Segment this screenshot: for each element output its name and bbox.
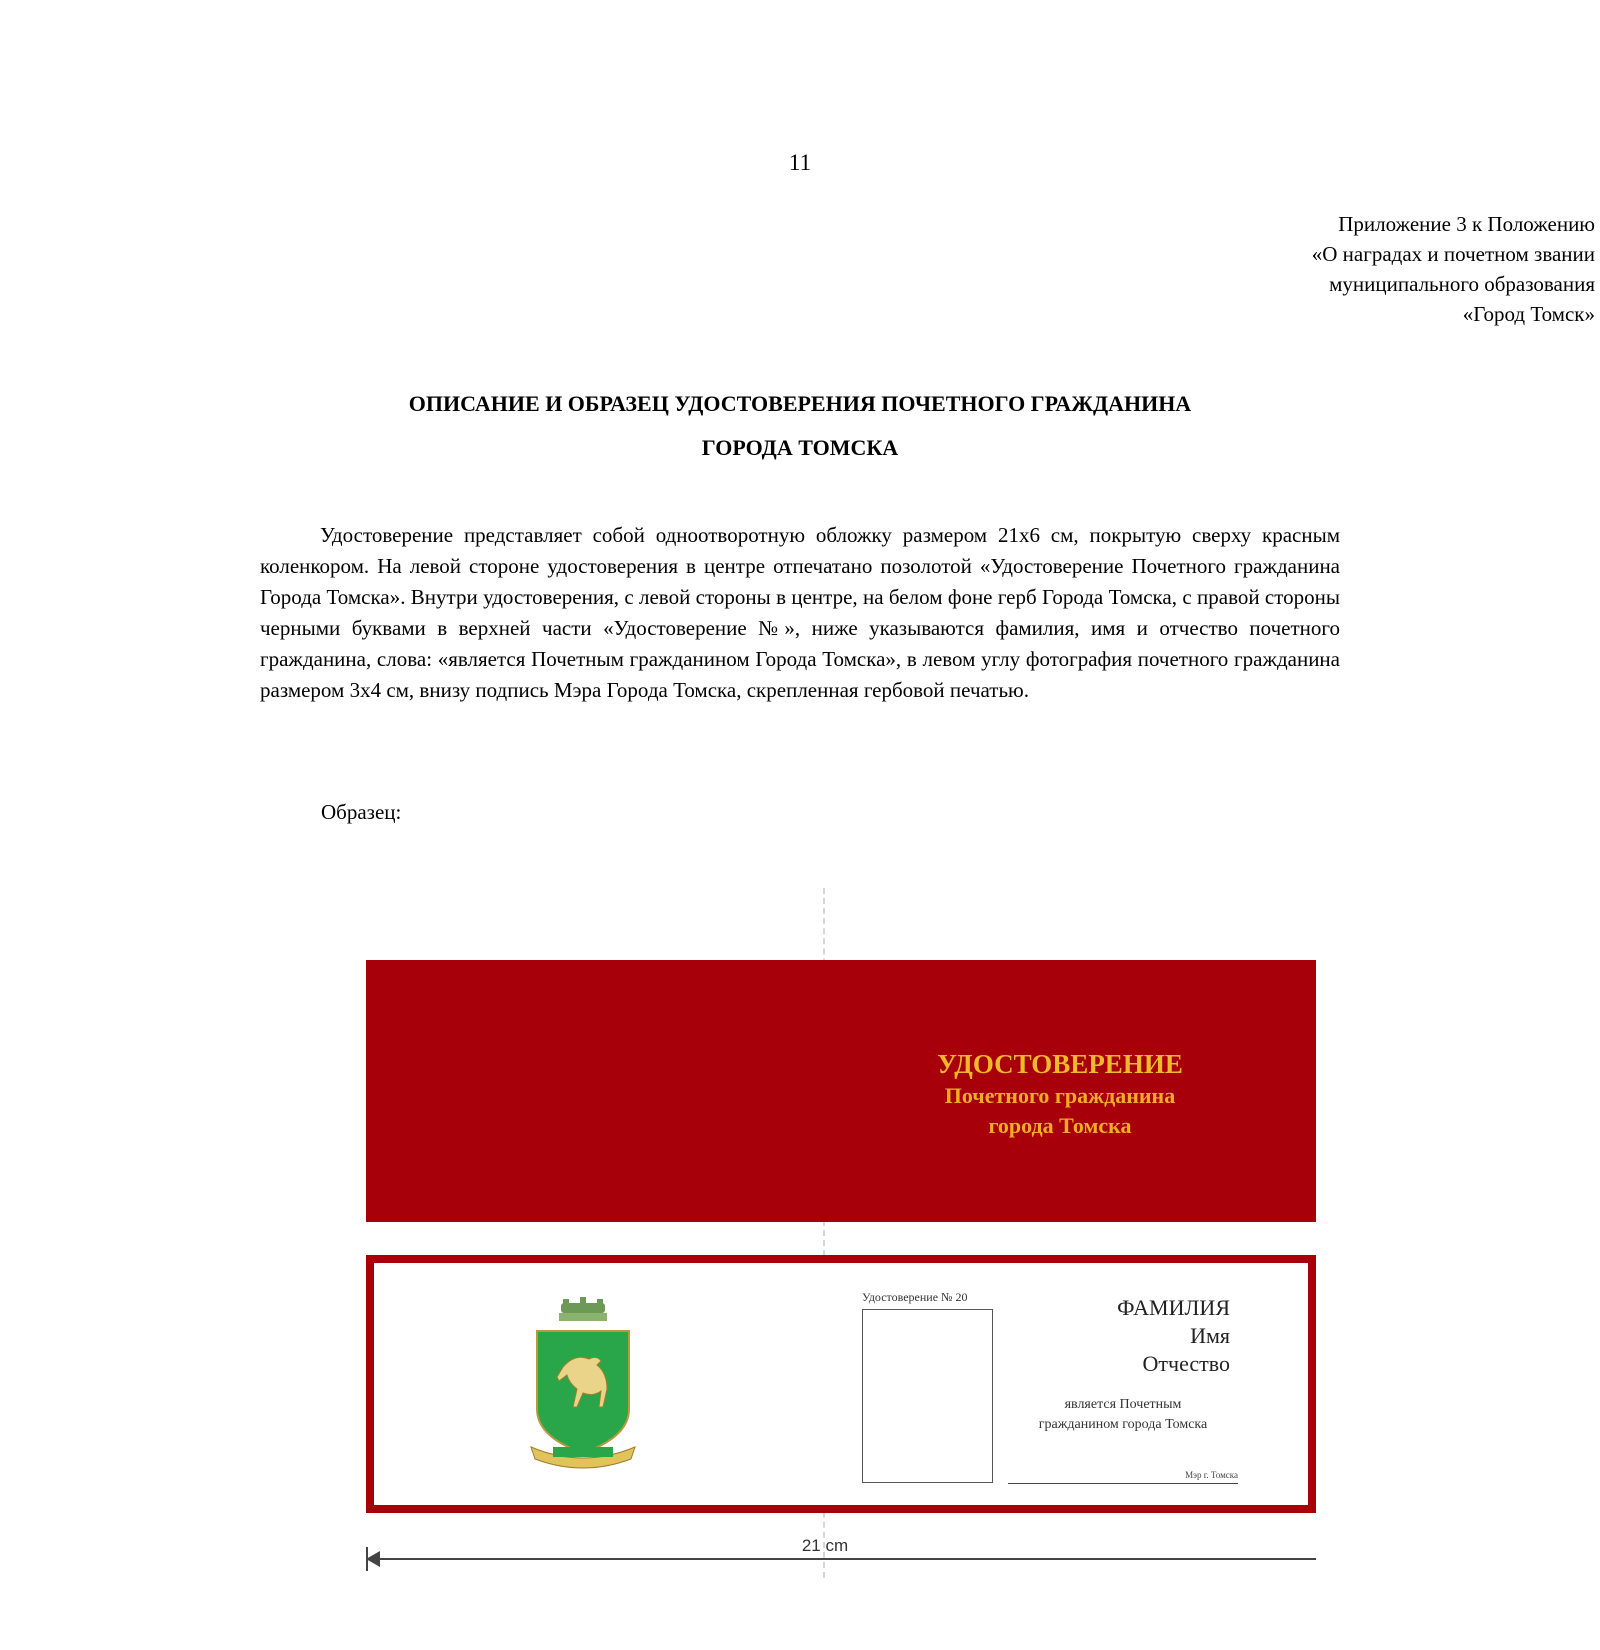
- document-title: [0, 382, 1600, 470]
- description-paragraph: Удостоверение представляет собой одноотворотную обложку размером 21х6 см, покрытую сверху красным коленкором. На левой стороне удостоверения в центре отпечатано позолотой «Удостоверение Почетного гражданина Города Томска». Внутри удостоверения, с левой стороны в центре, на белом фоне герб Города Томска, с правой стороны черными буквами в верхней части «Удостоверение №», ниже указываются фамилия, имя и отчество почетного гражданина, слова: «является Почетным гражданином Города Томска», в левом углу фотография почетного гражданина размером 3х4 см, внизу подпись Мэра Города Томска, скрепленная гербовой печатью.: [260, 523, 1340, 702]
- sample-label: Образец:: [321, 800, 402, 824]
- signature-caption: Мэр г. Томска: [1185, 1470, 1238, 1480]
- holder-name-block: [1030, 1294, 1230, 1378]
- signature-line: [1008, 1483, 1238, 1484]
- dimension-label: 21 cm: [801, 1536, 849, 1555]
- honor-statement: [1008, 1395, 1238, 1435]
- appendix-line: «О наградах и почетном звании: [1311, 242, 1595, 266]
- cover-subtitle: Почетного гражданина: [944, 1083, 1176, 1108]
- cover-text: [860, 1047, 1260, 1141]
- title-line-2: ГОРОДА ТОМСКА: [701, 435, 899, 460]
- dimension-line: [366, 1558, 1316, 1560]
- photo-placeholder: [862, 1309, 993, 1483]
- appendix-reference: [955, 209, 1595, 329]
- crown-icon: [559, 1297, 607, 1321]
- appendix-line: «Город Томск»: [1462, 302, 1595, 326]
- cover-title: УДОСТОВЕРЕНИЕ: [937, 1049, 1183, 1079]
- cover-city: города Томска: [988, 1113, 1132, 1138]
- tomsk-coat-of-arms-icon: [523, 1297, 643, 1471]
- description-text: [260, 520, 1340, 706]
- title-line-1: ОПИСАНИЕ И ОБРАЗЕЦ УДОСТОВЕРЕНИЯ ПОЧЕТНОГО ГРАЖДАНИНА: [408, 391, 1192, 416]
- appendix-line: Приложение 3 к Положению: [1338, 212, 1595, 236]
- holder-patronymic: Отчество: [1142, 1351, 1230, 1376]
- page-number: 11: [788, 150, 812, 175]
- honor-line-2: гражданином города Томска: [1038, 1417, 1208, 1432]
- certificate-number: Удостоверение № 20: [862, 1290, 968, 1304]
- holder-name: Имя: [1190, 1323, 1230, 1348]
- appendix-line: муниципального образования: [1329, 272, 1595, 296]
- honor-line-1: является Почетным: [1064, 1397, 1182, 1412]
- holder-surname: ФАМИЛИЯ: [1117, 1295, 1230, 1320]
